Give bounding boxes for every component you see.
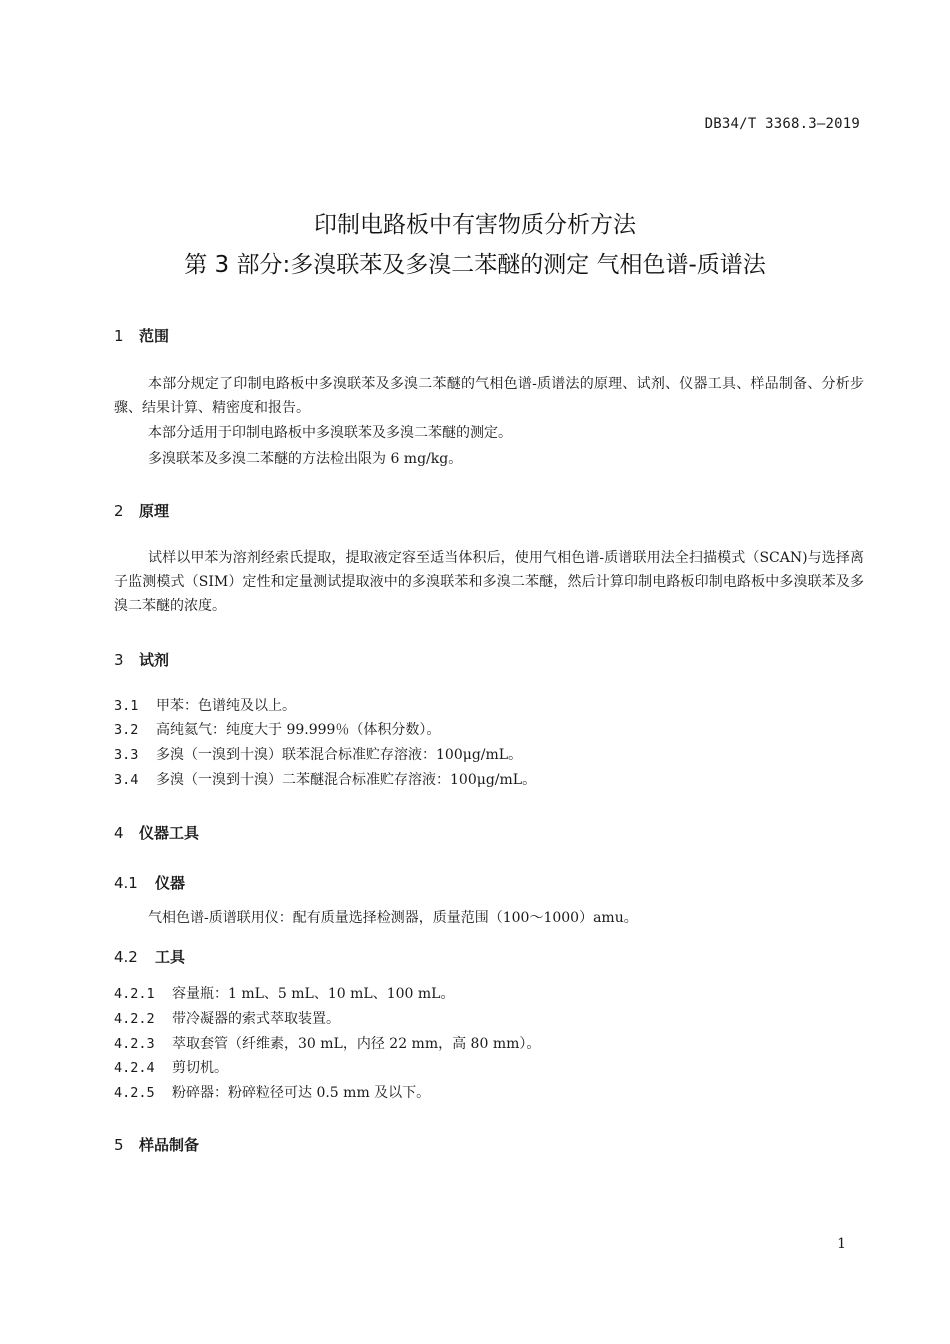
subsection-heading-instrument	[114, 872, 185, 893]
list-item	[114, 1056, 228, 1080]
paragraph: 多溴联苯及多溴二苯醚的方法检出限为 6 mg/kg。	[148, 451, 463, 467]
item-text: 多溴（一溴到十溴）二苯醚混合标准贮存溶液：100μg/mL。	[156, 772, 537, 788]
section-number: 2	[114, 502, 124, 520]
item-text: 容量瓶：1 mL、5 mL、10 mL、100 mL。	[172, 986, 455, 1002]
subsection-number: 4.1	[114, 874, 138, 892]
section-heading-instruments	[114, 822, 199, 843]
item-number: 4.2.5	[114, 1085, 155, 1101]
section-heading-reagents	[114, 649, 169, 670]
subsection-title: 工具	[155, 948, 186, 966]
subsection-number: 4.2	[114, 948, 138, 966]
item-text: 多溴（一溴到十溴）联苯混合标准贮存溶液：100μg/mL。	[156, 747, 523, 763]
item-text: 带冷凝器的索式萃取装置。	[172, 1011, 340, 1027]
list-item	[114, 1007, 340, 1031]
list-item	[114, 743, 522, 767]
item-number: 4.2.4	[114, 1060, 155, 1076]
section-title: 样品制备	[139, 1136, 200, 1154]
section-heading-sample-preparation	[114, 1134, 199, 1155]
list-item	[114, 1032, 540, 1056]
paragraph: 本部分适用于印制电路板中多溴联苯及多溴二苯醚的测定。	[148, 425, 512, 441]
section-number: 1	[114, 327, 124, 345]
item-number: 4.2.1	[114, 986, 155, 1002]
standard-code: DB34/T 3368.3—2019	[704, 116, 860, 132]
list-item	[114, 694, 296, 718]
list-item	[114, 982, 454, 1006]
subsection-title: 仪器	[155, 874, 186, 892]
section-title: 原理	[139, 502, 170, 520]
list-item	[114, 768, 536, 792]
section-number: 5	[114, 1136, 124, 1154]
section-title: 仪器工具	[139, 824, 200, 842]
paragraph: 试样以甲苯为溶剂经索氏提取，提取液定容至适当体积后，使用气相色谱-质谱联用法全扫描模式（SCAN)与选择离子监测模式（SIM）定性和定量测试提取液中的多溴联苯和多溴二苯醚，然后计算印制电路板印制电路板中多溴联苯及多溴二苯醚的浓度。	[114, 550, 864, 614]
document-subtitle: 第 3 部分:多溴联苯及多溴二苯醚的测定 气相色谱-质谱法	[184, 252, 766, 278]
section-title: 范围	[139, 327, 170, 345]
section-number: 4	[114, 824, 124, 842]
paragraph: 本部分规定了印制电路板中多溴联苯及多溴二苯醚的气相色谱-质谱法的原理、试剂、仪器工具、样品制备、分析步骤、结果计算、精密度和报告。	[114, 376, 864, 416]
section-heading-principle	[114, 500, 169, 521]
item-number: 4.2.2	[114, 1011, 155, 1027]
item-number: 4.2.3	[114, 1036, 155, 1052]
item-number: 3.4	[114, 772, 139, 788]
section-title: 试剂	[139, 651, 170, 669]
list-item	[114, 1081, 430, 1105]
item-number: 3.1	[114, 698, 139, 714]
item-text: 剪切机。	[172, 1060, 228, 1076]
section-number: 3	[114, 651, 124, 669]
document-title: 印制电路板中有害物质分析方法	[314, 212, 636, 238]
item-text: 高纯氦气：纯度大于 99.999％（体积分数）。	[156, 722, 441, 738]
item-number: 3.2	[114, 722, 139, 738]
page-number: 1	[837, 1236, 846, 1252]
item-text: 萃取套管（纤维素，30 mL，内径 22 mm，高 80 mm）。	[172, 1036, 541, 1052]
section-heading-scope	[114, 325, 169, 346]
paragraph: 气相色谱-质谱联用仪：配有质量选择检测器，质量范围（100～1000）amu。	[148, 910, 638, 926]
item-text: 甲苯：色谱纯及以上。	[156, 698, 296, 714]
list-item	[114, 718, 440, 742]
item-text: 粉碎器：粉碎粒径可达 0.5 mm 及以下。	[172, 1085, 431, 1101]
item-number: 3.3	[114, 747, 139, 763]
subsection-heading-tools	[114, 946, 185, 967]
